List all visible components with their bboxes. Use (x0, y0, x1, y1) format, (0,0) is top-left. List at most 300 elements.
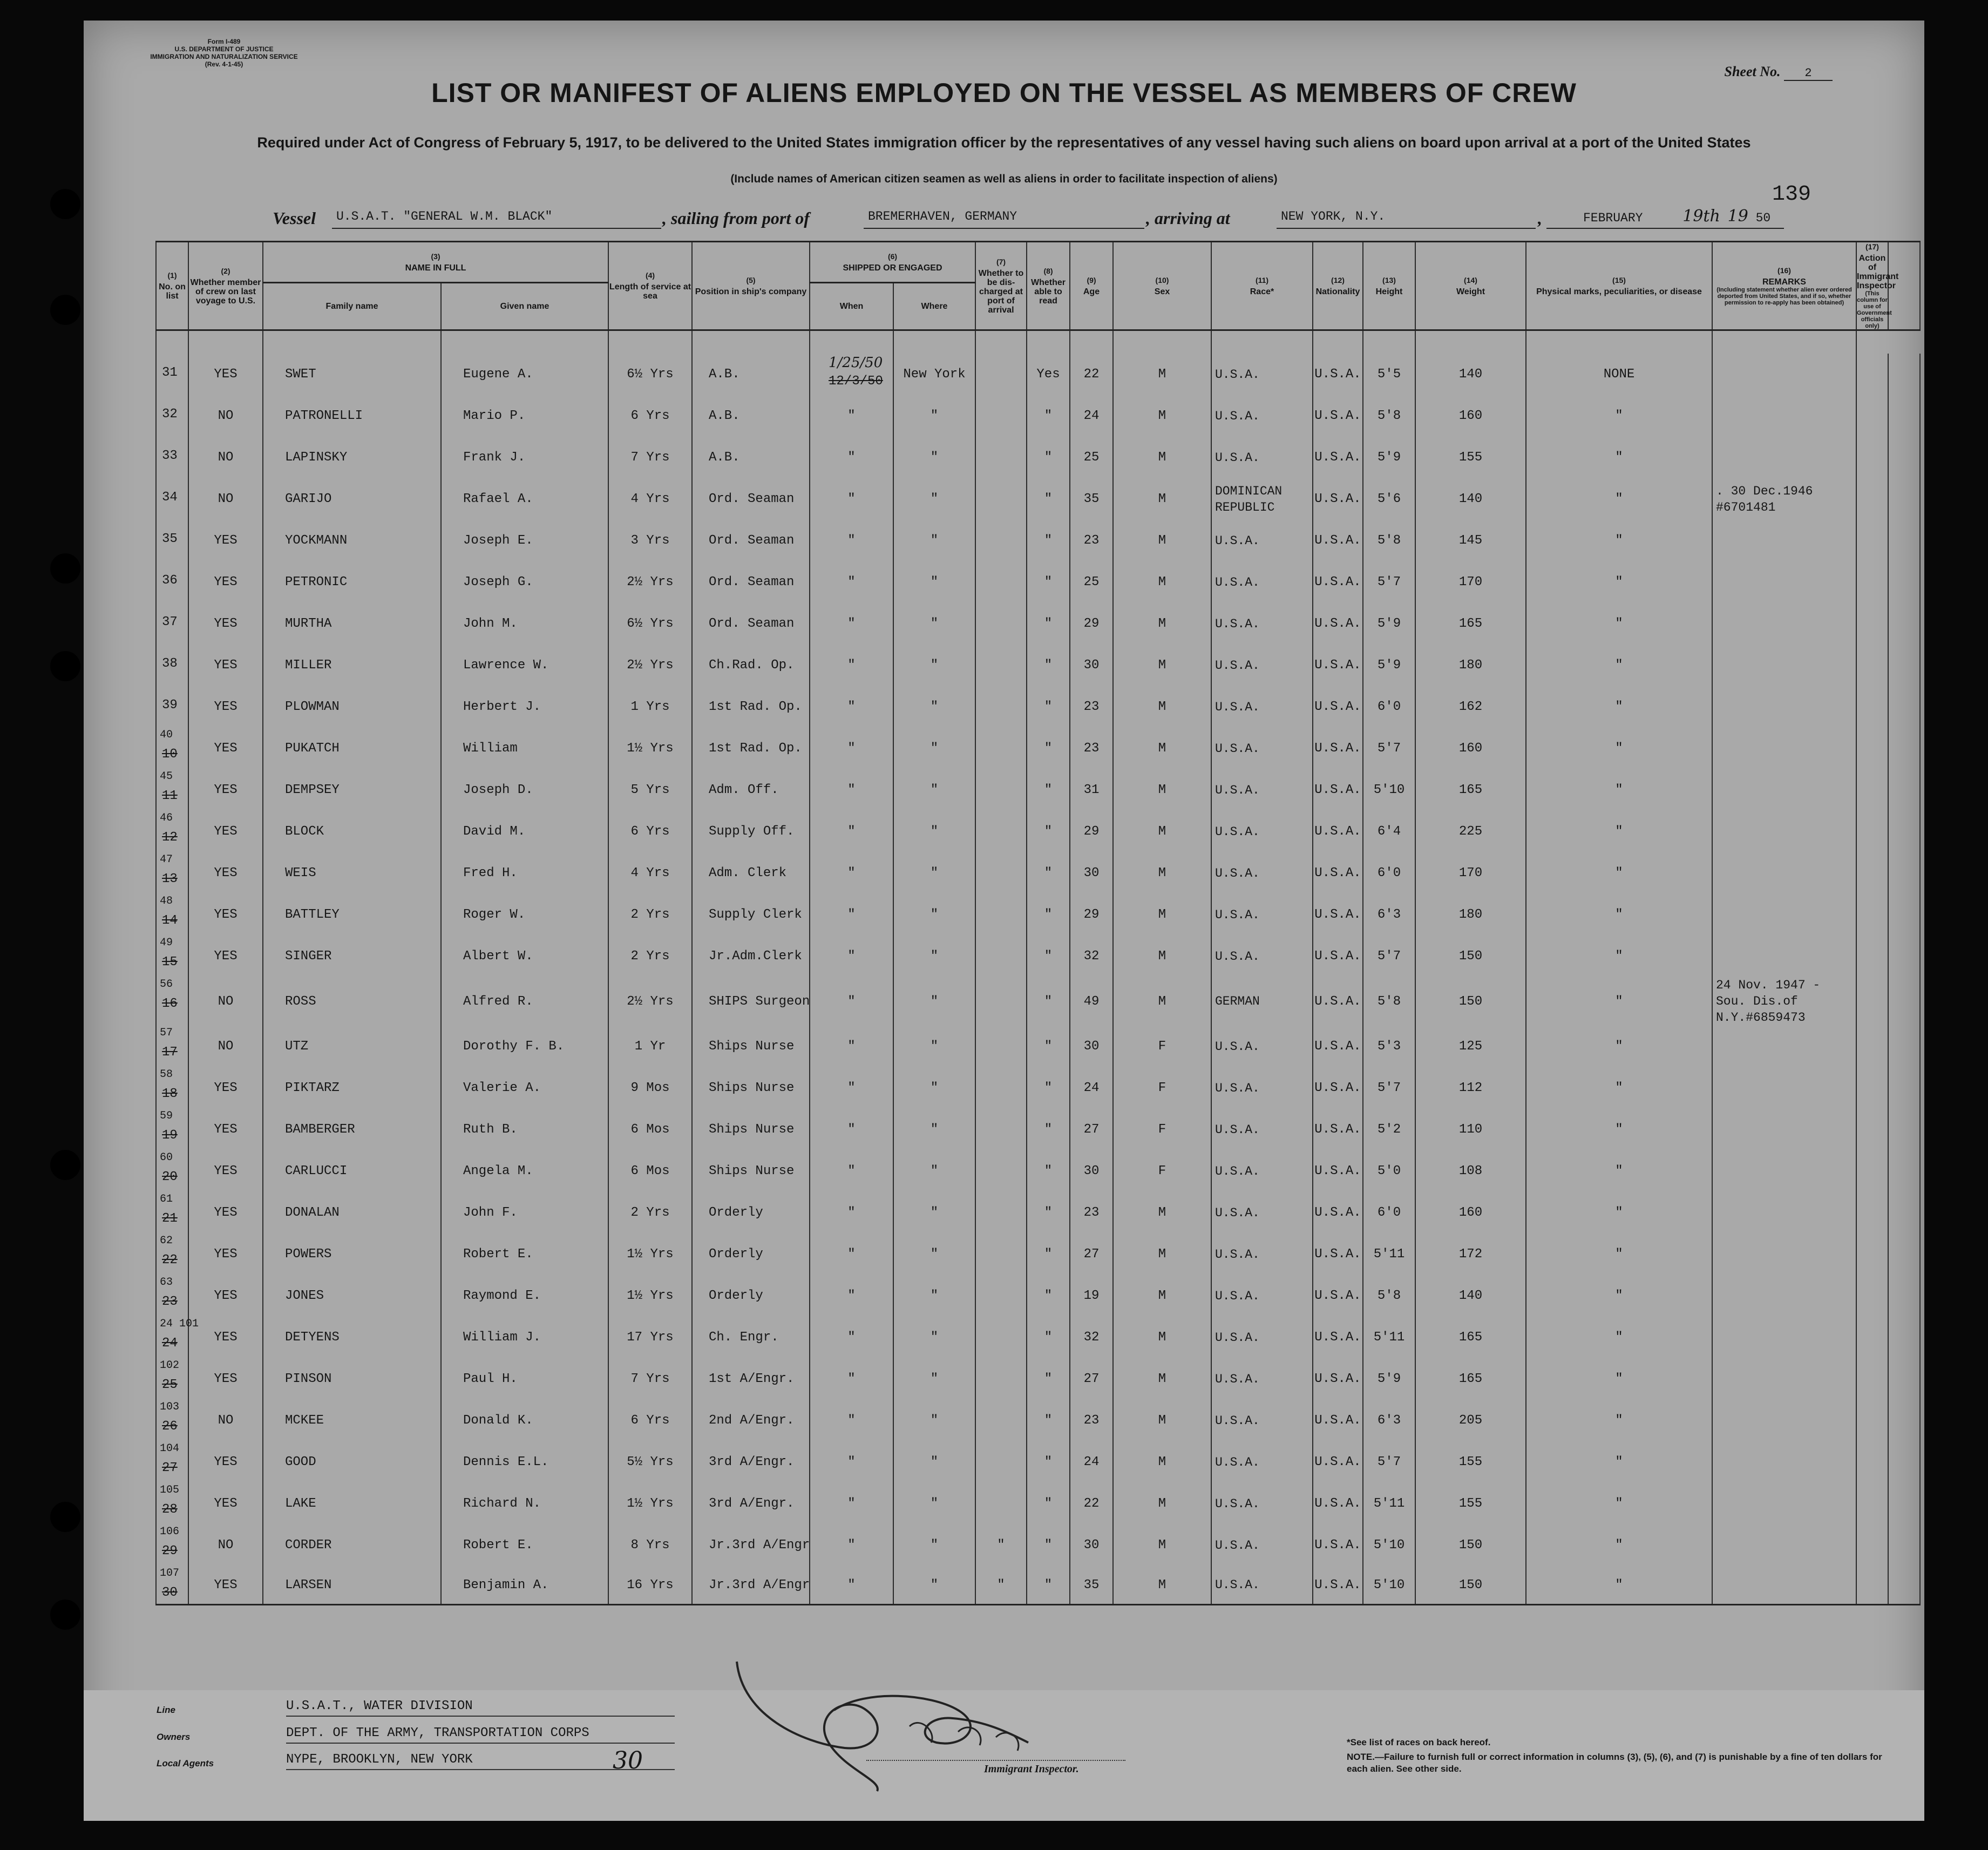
height-cell: 5'9 (1363, 645, 1415, 686)
nationality-cell: U.S.A. (1313, 1400, 1363, 1441)
discharged-cell (975, 936, 1027, 977)
position-cell: A.B. (692, 437, 810, 478)
last-voyage-cell: YES (188, 1275, 263, 1317)
where-cell: " (893, 520, 975, 561)
when-cell: " (810, 1109, 893, 1150)
table-row (156, 1566, 1920, 1605)
blank-cell (1888, 852, 1920, 894)
age-cell: 29 (1070, 811, 1113, 852)
last-voyage-cell: YES (188, 1566, 263, 1605)
nationality-cell: U.S.A. (1313, 728, 1363, 769)
position-cell: 1st Rad. Op. (692, 728, 810, 769)
race-cell: DOMINICAN REPUBLIC (1211, 478, 1313, 520)
when-cell: " (810, 1400, 893, 1441)
remarks-cell (1712, 561, 1856, 603)
arrival-month: FEBRUARY (1583, 211, 1643, 225)
remarks-cell (1712, 520, 1856, 561)
blank-cell (1888, 1150, 1920, 1192)
when-cell: " (810, 561, 893, 603)
weight-cell: 180 (1415, 645, 1526, 686)
weight-cell: 160 (1415, 1192, 1526, 1234)
discharged-cell (975, 1275, 1027, 1317)
action-cell (1856, 1400, 1888, 1441)
nationality-cell: U.S.A. (1313, 1358, 1363, 1400)
position-cell: Ch. Engr. (692, 1317, 810, 1358)
nationality-cell: U.S.A. (1313, 561, 1363, 603)
renumbered-list-number: 58 (160, 1068, 173, 1081)
weight-cell: 155 (1415, 1441, 1526, 1483)
given-name-cell: Angela M. (441, 1150, 608, 1192)
service-cell: 6½ Yrs (608, 603, 692, 645)
family-name-cell: BAMBERGER (263, 1109, 441, 1150)
col-header-last-voyage: (2) Whether member of crew on last voyage to U.S. (188, 242, 263, 330)
family-name-cell: ROSS (263, 977, 441, 1026)
original-list-number: 23 (162, 1295, 178, 1309)
service-name: IMMIGRATION AND NATURALIZATION SERVICE (150, 53, 298, 60)
sex-cell: M (1113, 811, 1211, 852)
given-name-cell: Fred H. (441, 852, 608, 894)
original-list-number: 12 (162, 830, 178, 845)
remarks-cell (1712, 894, 1856, 936)
when-cell: " (810, 603, 893, 645)
crew-list-number (156, 728, 188, 769)
service-cell: 1½ Yrs (608, 728, 692, 769)
last-voyage-cell: YES (188, 1483, 263, 1524)
remarks-cell (1712, 769, 1856, 811)
renumbered-list-number: 56 (160, 978, 173, 991)
blank-cell (1888, 728, 1920, 769)
renumbered-list-number: 57 (160, 1027, 173, 1039)
col-header-height: (13) Height (1363, 242, 1415, 330)
when-cell: " (810, 728, 893, 769)
position-cell: Ord. Seaman (692, 478, 810, 520)
crew-table (155, 241, 1921, 1605)
service-cell: 7 Yrs (608, 437, 692, 478)
last-voyage-cell: YES (188, 811, 263, 852)
given-name-cell: Herbert J. (441, 686, 608, 728)
blank-cell (1888, 1358, 1920, 1400)
col-header-nationality: (12) Nationality (1313, 242, 1363, 330)
last-voyage-cell: YES (188, 520, 263, 561)
marks-cell: " (1526, 1400, 1712, 1441)
age-cell: 22 (1070, 1483, 1113, 1524)
service-cell: 2 Yrs (608, 1192, 692, 1234)
marks-cell: " (1526, 478, 1712, 520)
col-header-read: (8) Whether able to read (1027, 242, 1070, 330)
action-cell (1856, 1234, 1888, 1275)
where-cell: " (893, 1026, 975, 1067)
action-cell (1856, 1524, 1888, 1566)
struck-ship-date: 12/3/50 (829, 374, 883, 389)
discharged-cell (975, 395, 1027, 437)
sheet-number-label: Sheet No. (1724, 64, 1781, 79)
discharged-cell (975, 1317, 1027, 1358)
nationality-cell: U.S.A. (1313, 686, 1363, 728)
action-cell (1856, 852, 1888, 894)
original-list-number: 18 (162, 1087, 178, 1101)
crew-list-number (156, 1400, 188, 1441)
when-cell: " (810, 977, 893, 1026)
nationality-cell: U.S.A. (1313, 811, 1363, 852)
remarks-cell (1712, 1566, 1856, 1605)
original-list-number: 11 (162, 789, 178, 803)
table-row (156, 1150, 1920, 1192)
last-voyage-cell: YES (188, 894, 263, 936)
arrival-date (1546, 208, 1784, 229)
nationality-cell: U.S.A. (1313, 894, 1363, 936)
family-name-cell: PETRONIC (263, 561, 441, 603)
marks-cell: " (1526, 1483, 1712, 1524)
remarks-cell (1712, 686, 1856, 728)
read-cell: " (1027, 936, 1070, 977)
punch-hole (50, 553, 80, 584)
when-cell: " (810, 852, 893, 894)
height-cell: 5'9 (1363, 603, 1415, 645)
discharged-cell (975, 561, 1027, 603)
given-name-cell: Raymond E. (441, 1275, 608, 1317)
action-cell (1856, 437, 1888, 478)
where-cell: " (893, 728, 975, 769)
table-row (156, 478, 1920, 520)
age-cell: 19 (1070, 1275, 1113, 1317)
given-name-cell: Frank J. (441, 437, 608, 478)
remarks-cell (1712, 1400, 1856, 1441)
marks-cell: " (1526, 1067, 1712, 1109)
where-cell: " (893, 561, 975, 603)
crew-list-number (156, 1234, 188, 1275)
position-cell: Jr.3rd A/Engr (692, 1566, 810, 1605)
when-cell: " (810, 686, 893, 728)
given-name-cell: William (441, 728, 608, 769)
weight-cell: 165 (1415, 603, 1526, 645)
sex-cell: M (1113, 1400, 1211, 1441)
family-name-cell: LAPINSKY (263, 437, 441, 478)
age-cell: 49 (1070, 977, 1113, 1026)
crew-list-number (156, 894, 188, 936)
blank-cell (1888, 437, 1920, 478)
race-cell: U.S.A. (1211, 1026, 1313, 1067)
read-cell: " (1027, 686, 1070, 728)
weight-cell: 170 (1415, 852, 1526, 894)
remarks-cell (1712, 1067, 1856, 1109)
height-cell: 5'7 (1363, 936, 1415, 977)
blank-cell (1888, 1317, 1920, 1358)
nationality-cell: U.S.A. (1313, 936, 1363, 977)
read-cell: " (1027, 1109, 1070, 1150)
weight-cell: 150 (1415, 936, 1526, 977)
age-cell: 24 (1070, 1441, 1113, 1483)
nationality-cell: U.S.A. (1313, 1109, 1363, 1150)
col-header-age: (9) Age (1070, 242, 1113, 330)
read-cell: " (1027, 728, 1070, 769)
age-cell: 32 (1070, 936, 1113, 977)
when-cell: " (810, 478, 893, 520)
discharged-cell (975, 1109, 1027, 1150)
renumbered-list-number: 46 (160, 812, 173, 824)
arrival-day: 19th (1682, 207, 1720, 226)
when-cell: " (810, 395, 893, 437)
sex-cell: M (1113, 1192, 1211, 1234)
family-name-cell: PATRONELLI (263, 395, 441, 437)
action-cell (1856, 478, 1888, 520)
nationality-cell: U.S.A. (1313, 1026, 1363, 1067)
remarks-cell (1712, 728, 1856, 769)
when-cell: " (810, 769, 893, 811)
read-cell: " (1027, 1234, 1070, 1275)
race-cell: GERMAN (1211, 977, 1313, 1026)
position-cell: Ships Nurse (692, 1026, 810, 1067)
action-cell (1856, 1150, 1888, 1192)
original-list-number: 24 (162, 1336, 178, 1351)
last-voyage-cell: YES (188, 1109, 263, 1150)
renumbered-list-number: 48 (160, 895, 173, 907)
last-voyage-cell: YES (188, 1234, 263, 1275)
action-cell (1856, 1067, 1888, 1109)
service-cell: 1½ Yrs (608, 1234, 692, 1275)
page-subtitle: Required under Act of Congress of February 5, 1917, to be delivered to the United States immigration officer by the representatives of any vessel having such aliens on board upon arrival at a port of the United States (257, 134, 1751, 151)
action-cell (1856, 1441, 1888, 1483)
punch-hole (50, 295, 80, 325)
height-cell: 6'0 (1363, 686, 1415, 728)
position-cell: Ships Nurse (692, 1109, 810, 1150)
table-row (156, 520, 1920, 561)
action-cell (1856, 1026, 1888, 1067)
marks-cell: " (1526, 728, 1712, 769)
remarks-cell (1712, 1275, 1856, 1317)
weight-cell: 155 (1415, 1483, 1526, 1524)
race-cell: U.S.A. (1211, 645, 1313, 686)
where-cell: " (893, 1524, 975, 1566)
given-name-cell: Roger W. (441, 894, 608, 936)
weight-cell: 205 (1415, 1400, 1526, 1441)
table-row (156, 395, 1920, 437)
table-row (156, 686, 1920, 728)
discharged-cell (975, 1067, 1027, 1109)
service-cell: 2 Yrs (608, 936, 692, 977)
col-header-discharged: (7) Whether to be dis-charged at port of arrival (975, 242, 1027, 330)
sex-cell: M (1113, 769, 1211, 811)
position-cell: Orderly (692, 1192, 810, 1234)
family-name-cell: PIKTARZ (263, 1067, 441, 1109)
where-cell: " (893, 478, 975, 520)
marks-cell: " (1526, 1109, 1712, 1150)
weight-cell: 165 (1415, 1317, 1526, 1358)
weight-cell: 125 (1415, 1026, 1526, 1067)
height-cell: 5'11 (1363, 1483, 1415, 1524)
family-name-cell: GOOD (263, 1441, 441, 1483)
nationality-cell: U.S.A. (1313, 1067, 1363, 1109)
col-header-sex: (10) Sex (1113, 242, 1211, 330)
last-voyage-cell: YES (188, 1150, 263, 1192)
read-cell: " (1027, 478, 1070, 520)
race-cell: U.S.A. (1211, 936, 1313, 977)
service-cell: 6½ Yrs (608, 354, 692, 395)
table-row (156, 728, 1920, 769)
table-row (156, 645, 1920, 686)
marks-cell: " (1526, 1026, 1712, 1067)
renumbered-list-number: 62 (160, 1235, 173, 1247)
blank-cell (1888, 395, 1920, 437)
remarks-cell (1712, 645, 1856, 686)
weight-cell: 108 (1415, 1150, 1526, 1192)
where-cell: " (893, 936, 975, 977)
inspector-signature-line (866, 1760, 1125, 1761)
when-cell: " (810, 520, 893, 561)
original-list-number: 26 (162, 1419, 178, 1434)
discharged-cell (975, 1150, 1027, 1192)
remarks-cell (1712, 1358, 1856, 1400)
service-cell: 1 Yr (608, 1026, 692, 1067)
remarks-cell (1712, 1317, 1856, 1358)
table-row (156, 1026, 1920, 1067)
original-list-number: 31 (162, 365, 178, 380)
read-cell: " (1027, 603, 1070, 645)
family-name-cell: LAKE (263, 1483, 441, 1524)
position-cell: Supply Clerk (692, 894, 810, 936)
weight-cell: 155 (1415, 437, 1526, 478)
discharged-cell: " (975, 1566, 1027, 1605)
when-cell: " (810, 1150, 893, 1192)
action-cell (1856, 1109, 1888, 1150)
height-cell: 5'7 (1363, 728, 1415, 769)
family-name-cell: CARLUCCI (263, 1150, 441, 1192)
sex-cell: F (1113, 1109, 1211, 1150)
marks-cell: " (1526, 1441, 1712, 1483)
nationality-cell: U.S.A. (1313, 645, 1363, 686)
crew-list-number (156, 645, 188, 686)
service-cell: 6 Yrs (608, 1400, 692, 1441)
given-name-cell: Valerie A. (441, 1067, 608, 1109)
when-cell: " (810, 1566, 893, 1605)
service-cell: 17 Yrs (608, 1317, 692, 1358)
last-voyage-cell: YES (188, 603, 263, 645)
original-list-number: 32 (162, 407, 178, 422)
sheet-number-value: 2 (1784, 66, 1833, 81)
weight-cell: 150 (1415, 1566, 1526, 1605)
original-list-number: 33 (162, 449, 178, 463)
crew-list-number (156, 1441, 188, 1483)
given-name-cell: John F. (441, 1192, 608, 1234)
agents-value: NYPE, BROOKLYN, NEW YORK (286, 1752, 675, 1770)
family-name-cell: MCKEE (263, 1400, 441, 1441)
age-cell: 25 (1070, 437, 1113, 478)
age-cell: 23 (1070, 520, 1113, 561)
race-cell: U.S.A. (1211, 1109, 1313, 1150)
line-value: U.S.A.T., WATER DIVISION (286, 1698, 675, 1717)
nationality-cell: U.S.A. (1313, 520, 1363, 561)
age-cell: 32 (1070, 1317, 1113, 1358)
last-voyage-cell: YES (188, 936, 263, 977)
race-cell: U.S.A. (1211, 437, 1313, 478)
family-name-cell: PUKATCH (263, 728, 441, 769)
col-header-remarks: (16) REMARKS (Including statement whether alien ever ordered deported from United States, and if so, whether permission to re-apply has been obtained) (1712, 242, 1856, 330)
action-cell (1856, 1192, 1888, 1234)
where-cell: " (893, 811, 975, 852)
form-revision: (Rev. 4-1-45) (205, 60, 243, 68)
renumbered-list-number: 102 (160, 1359, 180, 1372)
remarks-cell (1712, 437, 1856, 478)
marks-cell: " (1526, 1192, 1712, 1234)
table-row (156, 1067, 1920, 1109)
where-cell: " (893, 1067, 975, 1109)
height-cell: 5'3 (1363, 1026, 1415, 1067)
race-cell: U.S.A. (1211, 1067, 1313, 1109)
renumbered-list-number: 105 (160, 1484, 180, 1496)
height-cell: 5'10 (1363, 769, 1415, 811)
action-cell (1856, 977, 1888, 1026)
remarks-cell (1712, 1150, 1856, 1192)
read-cell: " (1027, 1524, 1070, 1566)
page-subnote: (Include names of American citizen seamen as well as aliens in order to facilitate inspection of aliens) (730, 173, 1278, 185)
sex-cell: M (1113, 1358, 1211, 1400)
read-cell: " (1027, 1150, 1070, 1192)
given-name-cell: Rafael A. (441, 478, 608, 520)
col-header-shipped: (6) SHIPPED OR ENGAGED (810, 242, 975, 283)
races-note: *See list of races on back hereof. (1347, 1737, 1491, 1747)
service-cell: 2½ Yrs (608, 561, 692, 603)
last-voyage-cell: YES (188, 686, 263, 728)
table-row (156, 1400, 1920, 1441)
blank-cell (1888, 1067, 1920, 1109)
race-cell: U.S.A. (1211, 1358, 1313, 1400)
col-header-family-name: Family name (263, 283, 441, 330)
marks-cell: " (1526, 603, 1712, 645)
position-cell: Ships Nurse (692, 1150, 810, 1192)
marks-cell: " (1526, 936, 1712, 977)
age-cell: 25 (1070, 561, 1113, 603)
table-row (156, 603, 1920, 645)
given-name-cell: Robert E. (441, 1234, 608, 1275)
race-cell: U.S.A. (1211, 603, 1313, 645)
service-cell: 1½ Yrs (608, 1275, 692, 1317)
family-name-cell: YOCKMANN (263, 520, 441, 561)
sex-cell: M (1113, 728, 1211, 769)
original-list-number: 39 (162, 698, 178, 713)
weight-cell: 172 (1415, 1234, 1526, 1275)
weight-cell: 165 (1415, 769, 1526, 811)
vessel-name: U.S.A.T. "GENERAL W.M. BLACK" (332, 208, 661, 229)
original-list-number: 20 (162, 1170, 178, 1184)
read-cell: " (1027, 1275, 1070, 1317)
original-list-number: 38 (162, 656, 178, 671)
discharged-cell (975, 852, 1027, 894)
table-row (156, 354, 1920, 395)
renumbered-list-number: 59 (160, 1110, 173, 1122)
crew-list-number (156, 1358, 188, 1400)
family-name-cell: WEIS (263, 852, 441, 894)
age-cell: 27 (1070, 1234, 1113, 1275)
last-voyage-cell: NO (188, 478, 263, 520)
marks-cell: " (1526, 1150, 1712, 1192)
marks-cell: " (1526, 686, 1712, 728)
table-row (156, 769, 1920, 811)
remarks-cell (1712, 1441, 1856, 1483)
height-cell: 6'3 (1363, 894, 1415, 936)
where-cell: " (893, 852, 975, 894)
original-list-number: 28 (162, 1502, 178, 1517)
read-cell: " (1027, 852, 1070, 894)
height-cell: 5'7 (1363, 1441, 1415, 1483)
original-list-number: 25 (162, 1378, 178, 1392)
race-cell: U.S.A. (1211, 1441, 1313, 1483)
given-name-cell: Robert E. (441, 1524, 608, 1566)
family-name-cell: SINGER (263, 936, 441, 977)
nationality-cell: U.S.A. (1313, 1275, 1363, 1317)
weight-cell: 162 (1415, 686, 1526, 728)
age-cell: 23 (1070, 1192, 1113, 1234)
nationality-cell: U.S.A. (1313, 977, 1363, 1026)
remarks-cell (1712, 603, 1856, 645)
